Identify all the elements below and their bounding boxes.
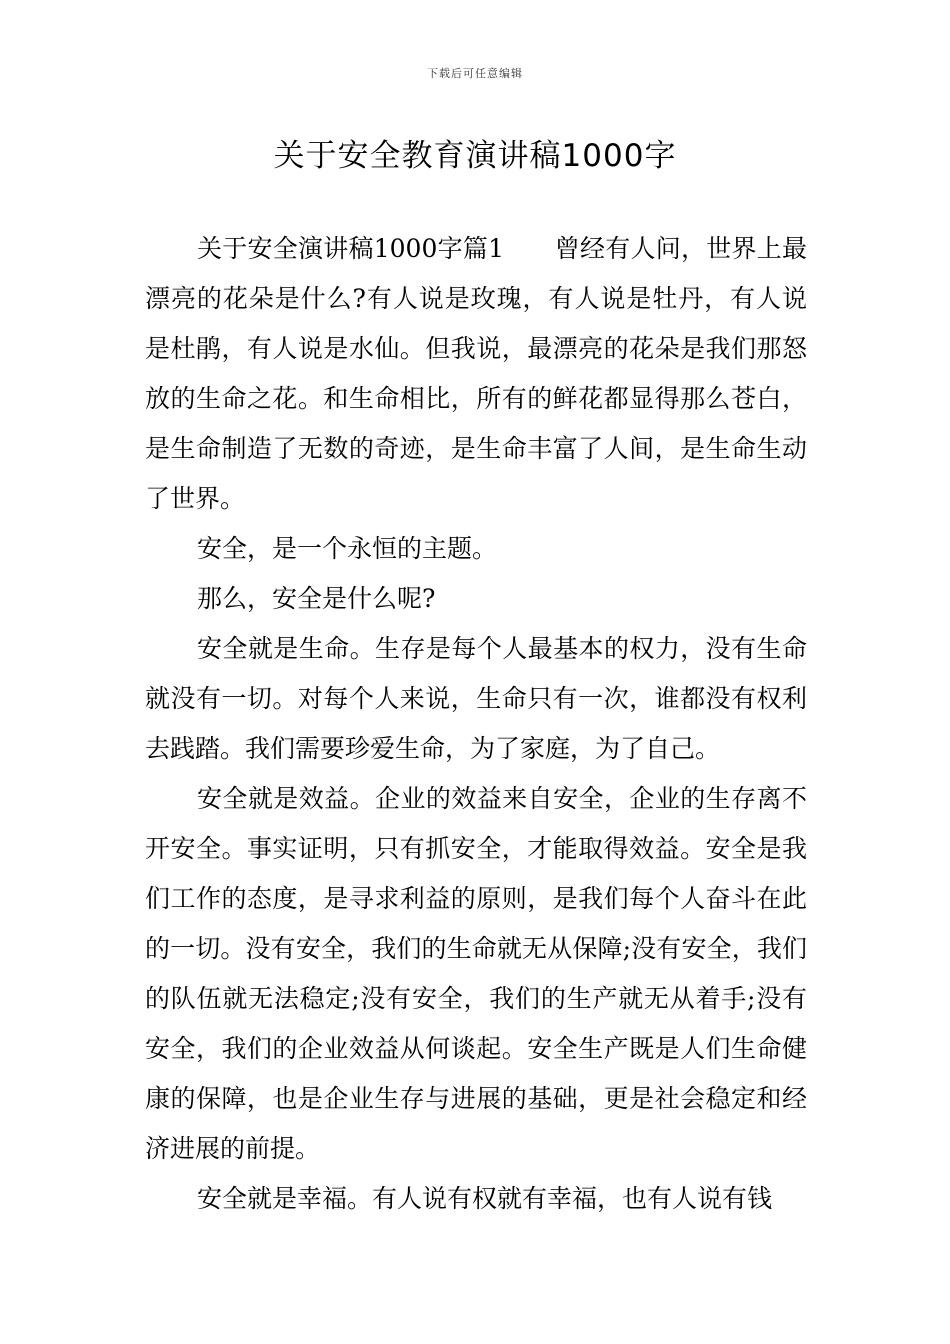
paragraph: 关于安全演讲稿1000字篇1 曾经有人问，世界上最漂亮的花朵是什么?有人说是玫瑰，有人说是牡丹，有人说是杜鹃，有人说是水仙。但我说，最漂亮的花朵是我们那怒放的生命之花。和生命相比，所有的鲜花都显得那么苍白，是生命制造了无数的奇迹，是生命丰富了人间，是生命生动了世界。 <box>145 234 807 513</box>
paragraph: 安全就是幸福。有人说有权就有幸福，也有人说有钱 <box>197 1184 773 1213</box>
paragraph: 安全，是一个永恒的主题。 <box>197 534 498 563</box>
document-body <box>145 224 807 1224</box>
paragraph: 那么，安全是什么呢? <box>197 584 436 613</box>
paragraph: 安全就是效益。企业的效益来自安全，企业的生存离不开安全。事实证明，只有抓安全，才能取得效益。安全是我们工作的态度，是寻求利益的原则，是我们每个人奋斗在此的一切。没有安全，我们的生命就无从保障;没有安全，我们的队伍就无法稳定;没有安全，我们的生产就无从着手;没有安全，我们的企业效益从何谈起。安全生产既是人们生命健康的保障，也是企业生存与进展的基础，更是社会稳定和经济进展的前提。 <box>145 784 807 1163</box>
page-header-note: 下载后可任意编辑 <box>427 67 523 80</box>
document-title: 关于安全教育演讲稿1000字 <box>273 138 677 174</box>
paragraph: 安全就是生命。生存是每个人最基本的权力，没有生命就没有一切。对每个人来说，生命只有一次，谁都没有权利去践踏。我们需要珍爱生命，为了家庭，为了自己。 <box>145 634 807 763</box>
